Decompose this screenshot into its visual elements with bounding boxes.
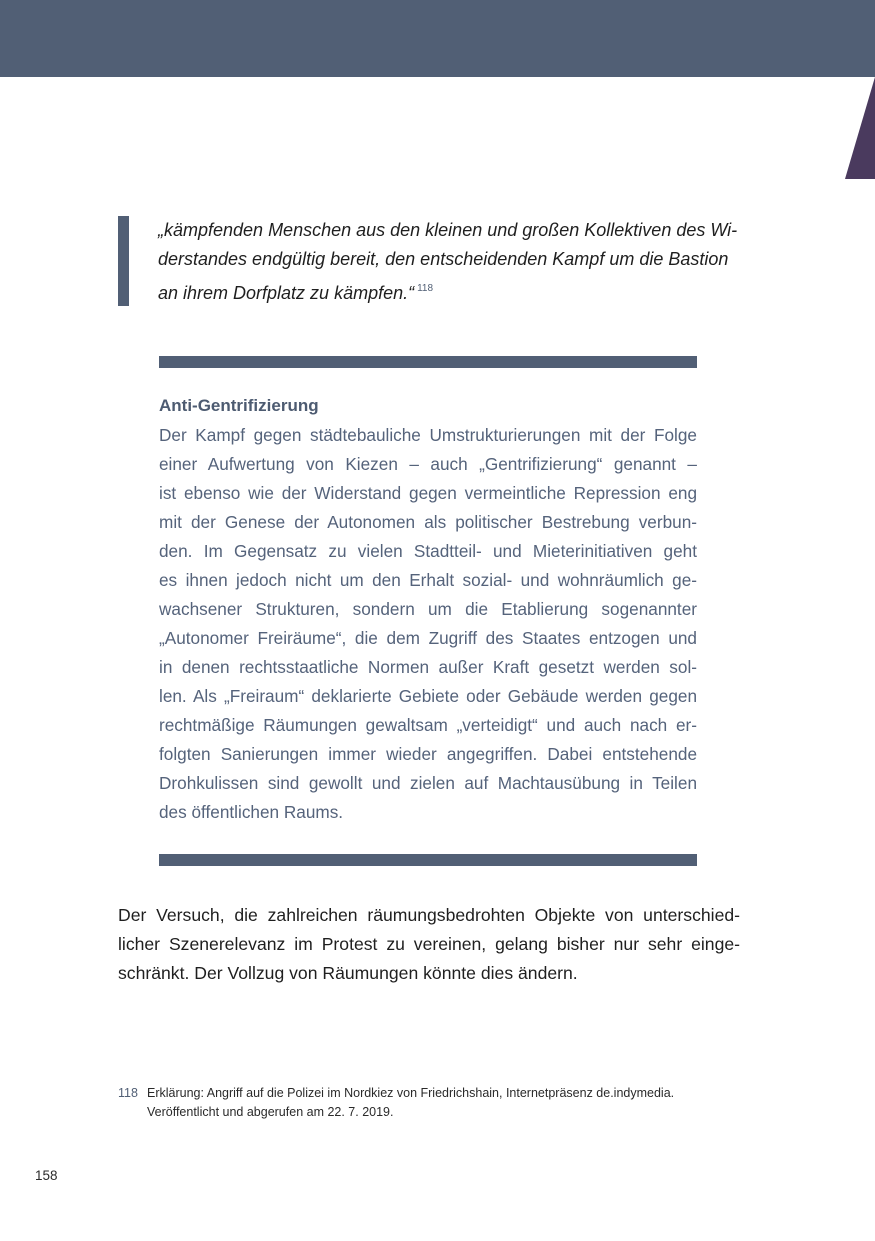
footnote-number: 118	[118, 1086, 138, 1100]
quote-line: „kämpfenden Menschen aus den kleinen und großen Kollektiven des Wi-	[158, 220, 738, 240]
info-box-top-rule	[159, 356, 697, 368]
info-box-line: des öffentlichen Raums.	[159, 802, 344, 822]
footnote-reference[interactable]: 118	[417, 283, 434, 294]
info-box-heading: Anti-Gentrifizierung	[159, 396, 319, 415]
body-paragraph	[118, 901, 740, 988]
info-box-line: Drohkulissen sind gewollt und zielen auf Machtausübung in Teilen	[159, 773, 697, 793]
info-box-line: es ihnen jedoch nicht um den Erhalt sozial- und wohnräumlich ge-	[159, 570, 697, 590]
quote-line-text: an ihrem Dorfplatz zu kämpfen.“	[158, 283, 415, 303]
footnote-line: Erklärung: Angriff auf die Polizei im Nordkiez von Friedrichshain, Internetpräsenz de.indymedia.	[147, 1086, 675, 1100]
info-box-line: den. Im Gegensatz zu vielen Stadtteil- und Mieterinitiativen geht	[159, 541, 697, 561]
info-box-line: rechtmäßige Räumungen gewaltsam „verteidigt“ und auch nach er-	[159, 715, 697, 735]
info-box-line: wachsener Strukturen, sondern um die Etablierung sogenannter	[159, 599, 697, 619]
info-box-line: folgten Sanierungen immer wieder angegriffen. Dabei entstehende	[159, 744, 697, 764]
block-quote	[158, 216, 748, 308]
info-box-line: Der Kampf gegen städtebauliche Umstrukturierungen mit der Folge	[159, 425, 697, 445]
body-line: Der Versuch, die zahlreichen räumungsbedrohten Objekte von unterschied-	[118, 905, 740, 925]
quote-bar	[118, 216, 129, 306]
quote-line-last	[158, 274, 748, 308]
header-band	[0, 0, 875, 77]
info-box-line: einer Aufwertung von Kiezen – auch „Gentrifizierung“ genannt –	[159, 454, 697, 474]
info-box-line: len. Als „Freiraum“ deklarierte Gebiete oder Gebäude werden gegen	[159, 686, 697, 706]
corner-wedge-decoration	[845, 77, 875, 179]
info-box-line: „Autonomer Freiräume“, die dem Zugriff des Staates entzogen und	[159, 628, 697, 648]
body-line: licher Szenerelevanz im Protest zu vereinen, gelang bisher nur sehr einge-	[118, 934, 740, 954]
info-box-line: ist ebenso wie der Widerstand gegen vermeintliche Repression eng	[159, 483, 697, 503]
footnote-line: Veröffentlicht und abgerufen am 22. 7. 2019.	[147, 1105, 394, 1119]
info-box-body	[159, 421, 697, 827]
footnote-text	[147, 1084, 674, 1122]
body-line: schränkt. Der Vollzug von Räumungen könnte dies ändern.	[118, 963, 578, 983]
info-box-bottom-rule	[159, 854, 697, 866]
quote-line: derstandes endgültig bereit, den entscheidenden Kampf um die Bastion	[158, 249, 729, 269]
page-number: 158	[35, 1168, 58, 1183]
info-box-line: mit der Genese der Autonomen als politischer Bestrebung verbun-	[159, 512, 697, 532]
info-box-line: in denen rechtsstaatliche Normen außer Kraft gesetzt werden sol-	[159, 657, 697, 677]
